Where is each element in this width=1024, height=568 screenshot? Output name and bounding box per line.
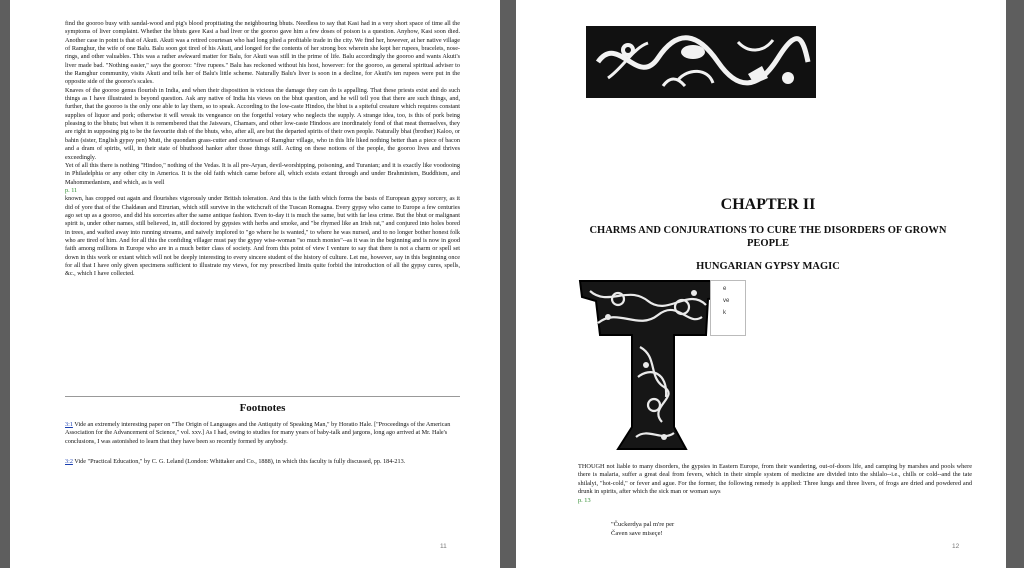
footnote (65, 458, 460, 466)
ornament-image (586, 26, 816, 98)
broken-image-text: k (723, 310, 726, 316)
footnote-text: Vide an extremely interesting paper on "The Origin of Languages and the Antiquity of Speaking Man," by Horatio Hale. ["Proceedings of the American Association for the Advancement of Science," vol. xxv.] As I had, owing to studies for many years of baby-talk and jargons, long ago arrived at Mr. Hale's conclusions, I was astonished to learn that they have been so recently formed by anybody. (65, 421, 451, 445)
footnotes-heading: Footnotes (239, 402, 286, 414)
ornament-scroll-icon (588, 28, 814, 96)
footnote-text: Vide "Practical Education," by C. G. Leland (London: Whittaker and Co., 1888), in which this faculty is fully discussed, pp. 184-213. (74, 458, 406, 465)
right-body-text (578, 463, 972, 505)
broken-image-text: e (723, 286, 727, 292)
page-reference-link[interactable]: p. 11 (65, 186, 78, 194)
broken-image-placeholder (710, 280, 746, 336)
page-reference-link[interactable]: p. 13 (578, 496, 591, 504)
page-number: 11 (440, 543, 447, 550)
chapter-subtitle: CHARMS AND CONJURATIONS TO CURE THE DISORDERS OF GROWN PEOPLE (589, 225, 947, 249)
paragraph: find the gooroo busy with sandal-wood and pig's blood propitiating the neighbouring bhuts. Needless to say that Kasi had in a very short space of time all the symptoms of liver complaint. Whether the bhuts gave Kasi a bad liver or the gooroo gave him a few doses of poison is a question. Anyhow, Kasi soon died. Another case in point is that of Akuti. Akuti was a retired courtesan who had long plied a profitable trade in the city. We find her, however, at her native village of Ramghur, the wife of one Balu. Balu soon got tired of his Akuti, and longed for the contents of her strong box wherein she kept her rupees, bracelets, nose-rings, and other valuables. This was a rather awkward matter for Balu, for Akuti was still in the prime of life. Balu accordingly the gooroo and wants Akuti's liver made bad. "Nothing easier," says the gooroo: "five rupees." Balu has reckoned without his host, however: for the gooroo, as general spiritual adviser to the Ramghur community, visits Akuti and tells her of Balu's little scheme. Naturally Balu's liver is soon in a decline, for Akuti's ten rupees were put in the opposite side of the gooroo's scales. (65, 20, 460, 86)
chapter-title: CHAPTER II (720, 196, 816, 213)
footnotes-divider (65, 396, 460, 397)
poem-line: Čaven save miseçe! (611, 530, 663, 537)
paragraph: Knaves of the gooroo genus flourish in India, and when their disposition is vicious the damage they can do is appalling. That these priests exist and do such things as I have illustrated is beyond question. Ask any native of India his views on the bhut question, and he will tell you that there are such things, and, further, that the gooroo is the only one able to lay them, so to speak. According to the low-caste Hindoo, the bhut is a spiteful creature which requires constant supplies of liquor and pork; otherwise it will wreak its vengeance on the forgetful votary who neglects the supply. A strange idea, too, is this of pork being pleasing to the bhuts; but when it is remembered that the Jaiswars, Chamars, and other low-caste Hindoos are inordinately fond of that meat themselves, they are right in supposing pig to be the favourite dish of the bhuts, who, after all, are but the departed spirits of their own people. Naturally bhai (brother) Kaloo, or bahin (sister, English gypsy pen) Muti, the quondam grass-cutter and courtesan of Ramghur village, who in this life liked nothing better than a piece of bacon and a dram of spirits, will, in their state of bhuthood hanker after those things still. Acting on these notions of the people, the gooroo lives and thrives exceedingly. (65, 86, 460, 161)
paragraph: Yet of all this there is nothing "Hindoo," nothing of the Vedas. It is all pre-Aryan, devil-worshipping, poisoning, and Turanian; and it is exactly like voodooing in Philadelphia or any other city in America. It is the old faith which came before all, which exists extant through and under Brahminism, Buddhism, and Mahommedanism, and which, as is well (65, 161, 460, 186)
footnote (65, 421, 460, 446)
poem-verse (611, 520, 674, 538)
right-page (516, 0, 1006, 568)
broken-image-text: ve (723, 298, 730, 304)
paragraph: THOUGH not liable to many disorders, the gypsies in Eastern Europe, from their wandering, out-of-doors life, and camping by marshes and pools where there is malaria, suffer a great deal from fevers, which in their simple system of medicine are divided into the shilalo--i.e., chills or cold--and the tate shilalyi, "hot-cold," or fever and ague. For the former, the following remedy is applied: Three lungs and three livers, of frogs are dried and powdered and drunk in spirits, after which the sick man or woman says (578, 463, 972, 496)
left-page (10, 0, 500, 568)
dropcap-t-icon (578, 277, 730, 455)
poem-line: "Čuckerdya pal m're per (611, 521, 675, 528)
section-title: HUNGARIAN GYPSY MAGIC (696, 261, 840, 272)
footnote-ref-link[interactable]: 3:2 (65, 458, 73, 465)
paragraph: known, has cropped out again and flourishes vigorously under British toleration. And this is the faith which forms the basis of European gypsy sorcery, as it did of yore that of the Chaldæan and Etrurian, which still survive in the witchcraft of the Tuscan Romagna. Every gypsy who came to Europe a few centuries ago set up as a gooroo, and did his sorceries after the same antique fashion. Even to-day it is much the same, but with far less crime. But the bhut or malignant spirit is, under other names, still believed, in, still doctored by gypsies with herbs and smoke, and "be rhymed like an Irish rat," and conjured into holes bored in trees, and wafted away into running streams, and naively implored to "go where he is wanted," to where he was nursed, and to no longer bother honest folk who are tired of him. And for all this the confiding villager must pay the gypsy wise-woman "so much monies"--as it was in the beginning and is now in good faith among millions in Europe who are in a much better class of society. And from this point of view I venture to say that there is not a charm or spell set down in this work or extant which will not be deeply interesting to every sincere student of the history of culture. Let me, however, say in this beginning once for all that I have only given specimens sufficient to illustrate my views, for my prescribed limits quite forbid the introduction of all the gypsy cures, spells, &c., which I have collected. (65, 195, 460, 278)
page-number: 12 (952, 543, 960, 550)
footnote-ref-link[interactable]: 3:1 (65, 421, 73, 428)
left-body-text (65, 20, 460, 279)
